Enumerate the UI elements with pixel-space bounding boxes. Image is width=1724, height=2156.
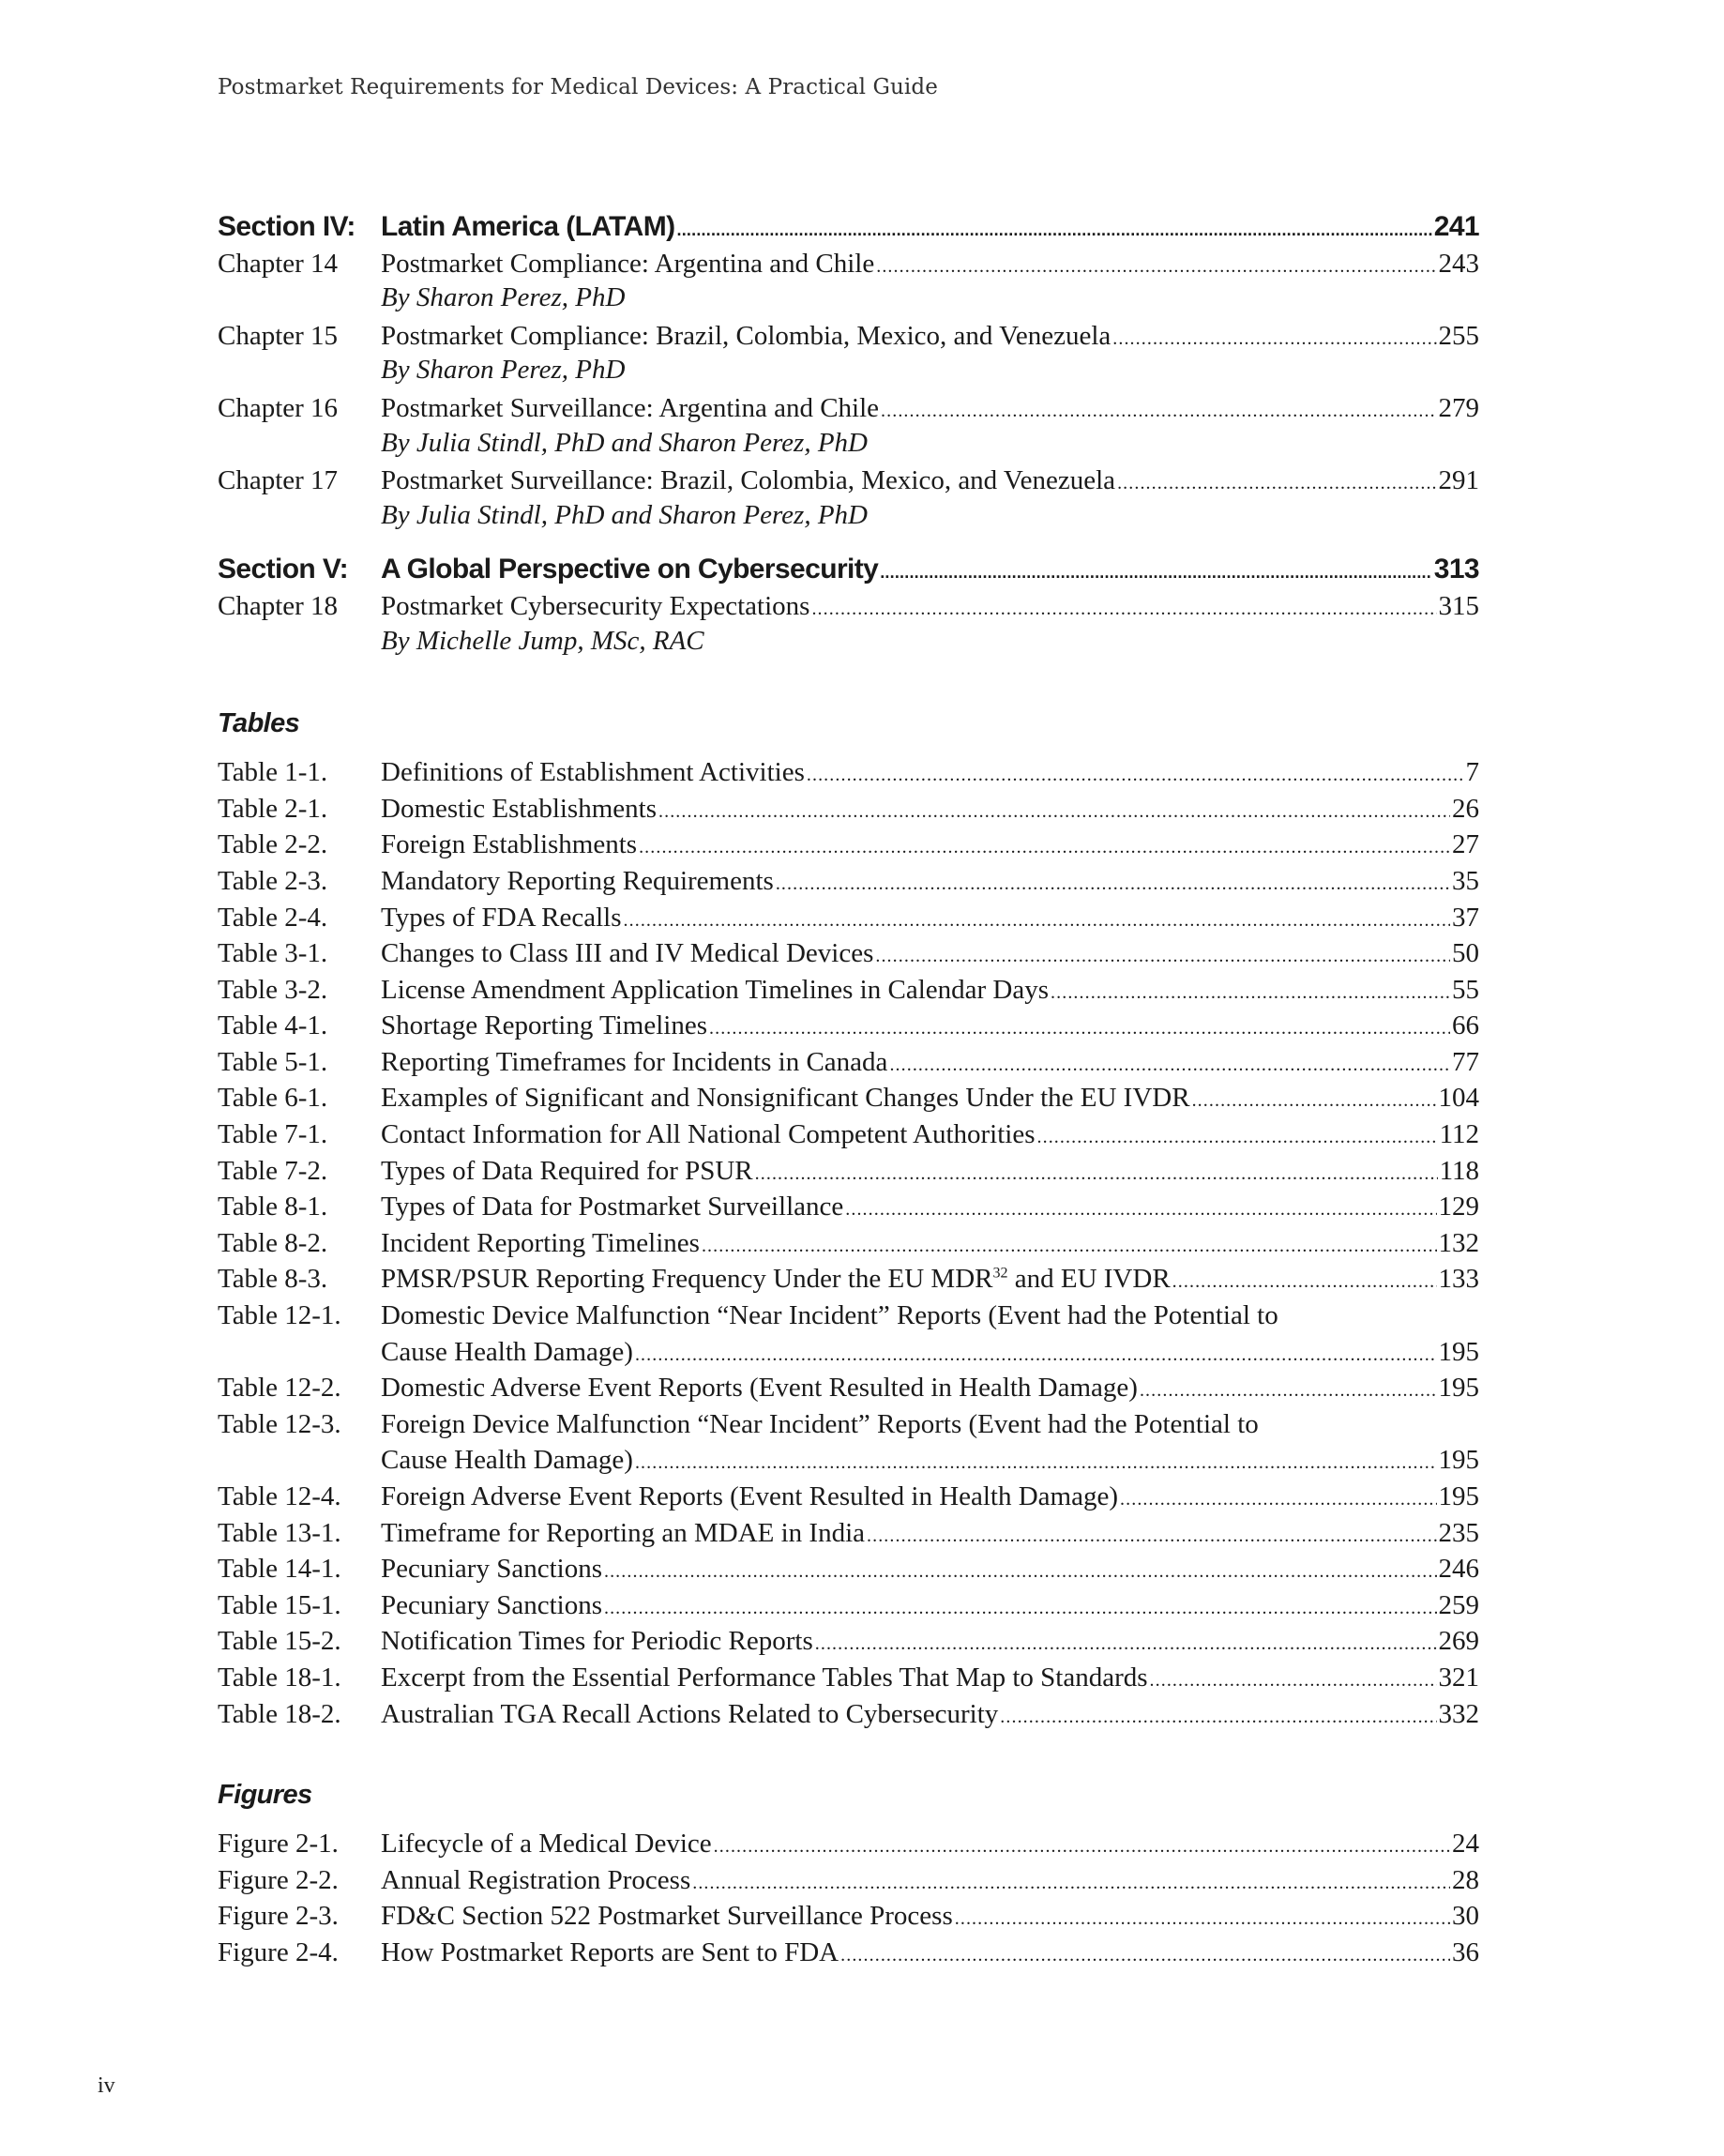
- entry-title-continuation: Cause Health Damage): [381, 1445, 633, 1476]
- toc-table-entry[interactable]: [218, 1479, 1479, 1515]
- entry-title-text: Types of FDA Recalls: [381, 902, 622, 933]
- entry-title: [381, 1826, 712, 1862]
- entry-label: Table 12-1.: [218, 1300, 341, 1331]
- page-number: 132: [1438, 1227, 1479, 1258]
- figures-list: [218, 1826, 1479, 1970]
- entry-title-text: Pecuniary Sanctions: [381, 1589, 602, 1620]
- page-number: 55: [1452, 974, 1479, 1005]
- entry-title: [381, 1479, 1118, 1515]
- dot-leader: [658, 794, 1450, 830]
- entry-title-text: License Amendment Application Timelines in Calendar Days: [381, 974, 1050, 1005]
- page-number: 321: [1438, 1662, 1479, 1693]
- entry-title-text: Lifecycle of a Medical Device: [381, 1829, 712, 1860]
- entry-title-text: PMSR/PSUR Reporting Frequency Under the EU MDR: [381, 1264, 993, 1295]
- toc-table-entry[interactable]: [218, 1660, 1479, 1696]
- entry-title: [381, 935, 873, 972]
- dot-leader: [1140, 1373, 1437, 1409]
- entry-title-text: Reporting Timeframes for Incidents in Canada: [381, 1046, 888, 1077]
- entry-title-text: Australian TGA Recall Actions Related to Cybersecurity: [381, 1698, 999, 1729]
- dot-leader: [635, 1337, 1437, 1374]
- toc-table-entry[interactable]: [218, 863, 1479, 900]
- entry-title: [381, 1153, 753, 1190]
- entry-label: Table 8-3.: [218, 1264, 328, 1295]
- entry-title-text: Types of Data Required for PSUR: [381, 1155, 753, 1186]
- dot-leader: [867, 1518, 1437, 1555]
- entry-label: Table 15-2.: [218, 1626, 341, 1657]
- entry-title-text: Foreign Adverse Event Reports (Event Resulted in Health Damage): [381, 1481, 1119, 1511]
- toc-figure-entry[interactable]: [218, 1935, 1479, 1971]
- toc-table-entry[interactable]: [218, 1225, 1479, 1262]
- toc-table-entry[interactable]: [218, 1261, 1479, 1298]
- toc-table-entry-continuation[interactable]: [218, 1334, 1479, 1371]
- entry-label: Table 5-1.: [218, 1046, 328, 1077]
- toc-table-entry[interactable]: [218, 1623, 1479, 1660]
- chapter-byline: By Michelle Jump, MSc, RAC: [381, 625, 704, 656]
- toc-table-entry[interactable]: [218, 791, 1479, 827]
- entry-label: Table 12-3.: [218, 1408, 341, 1439]
- dot-leader: [1172, 1264, 1437, 1300]
- chapter-byline: By Sharon Perez, PhD: [381, 355, 626, 386]
- entry-title-text: Definitions of Establishment Activities: [381, 757, 805, 788]
- toc-table-entry[interactable]: [218, 1044, 1479, 1081]
- entry-title-continuation: Cause Health Damage): [381, 1336, 633, 1367]
- dot-leader: [709, 1010, 1450, 1047]
- toc-figure-entry[interactable]: [218, 1862, 1479, 1899]
- dot-leader: [811, 591, 1436, 628]
- page-number: 255: [1438, 320, 1479, 351]
- entry-title-text: Timeframe for Reporting an MDAE in India: [381, 1517, 865, 1548]
- entry-label: Table 2-2.: [218, 829, 328, 860]
- entry-label: Table 8-2.: [218, 1227, 328, 1258]
- chapter-byline: By Sharon Perez, PhD: [381, 282, 626, 313]
- chapter-byline: By Julia Stindl, PhD and Sharon Perez, PhD: [381, 499, 868, 530]
- entry-title: Domestic Device Malfunction “Near Incident” Reports (Event had the Potential to: [381, 1300, 1278, 1331]
- table-of-contents: [218, 209, 1479, 1971]
- section-title: A Global Perspective on Cybersecurity: [381, 554, 879, 585]
- entry-label: Table 14-1.: [218, 1554, 341, 1585]
- tables-heading: Tables: [218, 708, 300, 739]
- toc-chapter-entry[interactable]: [218, 246, 1479, 282]
- page-number: 50: [1452, 938, 1479, 969]
- page-number: 195: [1438, 1373, 1479, 1404]
- entry-title: Foreign Device Malfunction “Near Incident” Reports (Event had the Potential to: [381, 1408, 1259, 1439]
- tables-list: [218, 754, 1479, 1732]
- toc-table-entry[interactable]: [218, 1696, 1479, 1733]
- page-number: 195: [1438, 1445, 1479, 1476]
- dot-leader: [604, 1554, 1437, 1590]
- entry-title: [381, 1370, 1138, 1406]
- entry-label: Table 3-2.: [218, 974, 328, 1005]
- dot-leader: [692, 1865, 1450, 1902]
- page-number: 246: [1438, 1554, 1479, 1585]
- toc-figure-entry[interactable]: [218, 1898, 1479, 1935]
- page-number: 313: [1433, 554, 1479, 585]
- entry-title-text: Annual Registration Process: [381, 1864, 691, 1895]
- dot-leader: [881, 393, 1436, 430]
- chapter-label: Chapter 15: [218, 320, 339, 351]
- figures-heading: Figures: [218, 1780, 312, 1811]
- page-number: 259: [1438, 1589, 1479, 1620]
- section-title: Latin America (LATAM): [381, 211, 675, 242]
- page-number: 235: [1438, 1517, 1479, 1548]
- entry-label: Table 7-1.: [218, 1119, 328, 1150]
- page-number: 291: [1438, 465, 1479, 496]
- entry-label: Table 15-1.: [218, 1589, 341, 1620]
- chapter-byline: By Julia Stindl, PhD and Sharon Perez, PhD: [381, 427, 868, 458]
- page-number: 112: [1439, 1119, 1479, 1150]
- entry-label: Table 2-4.: [218, 902, 328, 933]
- entry-title: [381, 1225, 700, 1262]
- toc-table-entry[interactable]: [218, 827, 1479, 863]
- entry-title-text: Contact Information for All National Competent Authorities: [381, 1119, 1036, 1150]
- entry-title-text: Examples of Significant and Nonsignificant Changes Under the EU IVDR: [381, 1083, 1190, 1114]
- page-number: 279: [1438, 392, 1479, 423]
- page-number: 133: [1438, 1264, 1479, 1295]
- page-number: 30: [1452, 1901, 1479, 1932]
- entry-title-text: Domestic Adverse Event Reports (Event Resulted in Health Damage): [381, 1373, 1138, 1404]
- page-number: 243: [1438, 248, 1479, 279]
- entry-title: [381, 863, 774, 900]
- toc-table-entry[interactable]: [218, 900, 1479, 936]
- dot-leader: [714, 1829, 1450, 1865]
- page-folio: iv: [98, 2073, 115, 2098]
- entry-title-text: Domestic Establishments: [381, 793, 657, 824]
- entry-title: [381, 1261, 1171, 1298]
- entry-title: [381, 1898, 953, 1935]
- page-number: 269: [1438, 1626, 1479, 1657]
- page-number: 315: [1438, 590, 1479, 621]
- toc-table-entry[interactable]: [218, 1153, 1479, 1190]
- page-number: 7: [1465, 757, 1479, 788]
- page-number: 26: [1452, 793, 1479, 824]
- chapter-title: Postmarket Surveillance: Brazil, Colombia, Mexico, and Venezuela: [381, 465, 1116, 496]
- dot-leader: [889, 1047, 1450, 1084]
- entry-label: Figure 2-4.: [218, 1936, 339, 1967]
- entry-label: Table 3-1.: [218, 938, 328, 969]
- section-label: Section IV:: [218, 211, 355, 242]
- chapter-label: Chapter 14: [218, 248, 339, 279]
- entry-label: Table 18-2.: [218, 1698, 341, 1729]
- toc-table-entry[interactable]: [218, 754, 1479, 791]
- chapter-label: Chapter 18: [218, 590, 339, 621]
- toc-chapter-entry[interactable]: [218, 318, 1479, 355]
- toc-table-entry[interactable]: [218, 1515, 1479, 1552]
- entry-title: [381, 1189, 843, 1225]
- toc-table-entry[interactable]: [218, 1116, 1479, 1153]
- section-label: Section V:: [218, 554, 349, 585]
- entry-title-text: Incident Reporting Timelines: [381, 1227, 700, 1258]
- dot-leader: [755, 1156, 1438, 1192]
- entry-title: [381, 1008, 707, 1044]
- chapter-title: Postmarket Surveillance: Argentina and Chile: [381, 392, 880, 423]
- dot-leader: [702, 1228, 1437, 1265]
- dot-leader: [604, 1590, 1437, 1627]
- chapter-title: Postmarket Compliance: Brazil, Colombia, Mexico, and Venezuela: [381, 320, 1112, 351]
- dot-leader: [1192, 1083, 1437, 1119]
- entry-label: Table 2-1.: [218, 793, 328, 824]
- dot-leader: [776, 866, 1450, 903]
- dot-leader: [1051, 975, 1450, 1011]
- running-header: Postmarket Requirements for Medical Devices: A Practical Guide: [218, 75, 938, 99]
- entry-label: Figure 2-3.: [218, 1901, 339, 1932]
- spacer: [218, 535, 1479, 552]
- page-number: 77: [1452, 1046, 1479, 1077]
- toc-chapter-entry[interactable]: [218, 588, 1479, 625]
- footnote-ref: 32: [992, 1265, 1008, 1282]
- entry-label: Table 12-2.: [218, 1373, 341, 1404]
- dot-leader: [807, 757, 1464, 794]
- toc-table-entry[interactable]: [218, 1298, 1479, 1334]
- page-number: 332: [1438, 1698, 1479, 1729]
- page-number: 66: [1452, 1010, 1479, 1041]
- page-number: 129: [1438, 1192, 1479, 1222]
- page-number: 104: [1438, 1083, 1479, 1114]
- entry-label: Table 13-1.: [218, 1517, 341, 1548]
- entry-title: [381, 1116, 1036, 1153]
- entry-title-text: Mandatory Reporting Requirements: [381, 865, 774, 896]
- dot-leader: [624, 903, 1450, 939]
- toc-table-entry[interactable]: [218, 1189, 1479, 1225]
- page-number: 195: [1438, 1481, 1479, 1511]
- page-number: 195: [1438, 1336, 1479, 1367]
- toc-figure-entry[interactable]: [218, 1826, 1479, 1862]
- entry-title: [381, 1044, 887, 1081]
- chapter-label: Chapter 17: [218, 465, 339, 496]
- entry-title-text: Types of Data for Postmarket Surveillance: [381, 1192, 844, 1222]
- toc-table-entry[interactable]: [218, 935, 1479, 972]
- page-number: 241: [1433, 211, 1479, 242]
- toc-section-entry[interactable]: [218, 552, 1479, 588]
- entry-label: Table 2-3.: [218, 865, 328, 896]
- entry-title: [381, 791, 657, 827]
- dot-leader: [845, 1192, 1436, 1228]
- dot-leader: [635, 1445, 1437, 1481]
- entry-label: Figure 2-2.: [218, 1864, 339, 1895]
- toc-table-entry[interactable]: [218, 972, 1479, 1009]
- entry-title: [381, 1623, 813, 1660]
- entry-label: Table 1-1.: [218, 757, 328, 788]
- entry-label: Table 4-1.: [218, 1010, 328, 1041]
- toc-section-entry[interactable]: [218, 209, 1479, 246]
- toc-table-entry[interactable]: [218, 1370, 1479, 1406]
- toc-table-entry[interactable]: [218, 1551, 1479, 1587]
- toc-table-entry-continuation[interactable]: [218, 1442, 1479, 1479]
- dot-leader: [677, 212, 1432, 249]
- toc-table-entry[interactable]: [218, 1080, 1479, 1116]
- toc-chapter-entry[interactable]: [218, 390, 1479, 427]
- dot-leader: [876, 249, 1436, 285]
- spacer: [218, 1732, 1479, 1771]
- dot-leader: [880, 554, 1432, 591]
- page-number: 28: [1452, 1864, 1479, 1895]
- entry-title: [381, 1587, 602, 1624]
- page-number: 37: [1452, 902, 1479, 933]
- entry-title: [381, 1515, 865, 1552]
- entry-title-text: Foreign Establishments: [381, 829, 638, 860]
- entry-title-text: Shortage Reporting Timelines: [381, 1010, 707, 1041]
- entry-title: [381, 1696, 998, 1733]
- entry-title-text: Changes to Class III and IV Medical Devices: [381, 938, 874, 969]
- page-number: 36: [1452, 1936, 1479, 1967]
- entry-title-text-after: and EU IVDR: [1007, 1264, 1171, 1295]
- chapter-title: Postmarket Compliance: Argentina and Chile: [381, 248, 875, 279]
- entry-label: Figure 2-1.: [218, 1829, 339, 1860]
- entry-title: [381, 1080, 1190, 1116]
- entry-title-text: Notification Times for Periodic Reports: [381, 1626, 813, 1657]
- entry-title: [381, 1551, 602, 1587]
- spacer: [218, 660, 1479, 700]
- page-number: 118: [1439, 1155, 1479, 1186]
- entry-title: [381, 972, 1049, 1009]
- entry-label: Table 18-1.: [218, 1662, 341, 1693]
- page-number: 27: [1452, 829, 1479, 860]
- entry-title-text: How Postmarket Reports are Sent to FDA: [381, 1936, 839, 1967]
- toc-table-entry[interactable]: [218, 1587, 1479, 1624]
- dot-leader: [1112, 321, 1436, 357]
- toc-table-entry[interactable]: [218, 1008, 1479, 1044]
- entry-title-text: Excerpt from the Essential Performance Tables That Map to Standards: [381, 1662, 1148, 1693]
- page-number: 35: [1452, 865, 1479, 896]
- dot-leader: [1037, 1119, 1438, 1156]
- dot-leader: [639, 829, 1450, 866]
- dot-leader: [1000, 1699, 1436, 1736]
- dot-leader: [875, 938, 1450, 975]
- entry-label: Table 8-1.: [218, 1192, 328, 1222]
- dot-leader: [1120, 1481, 1436, 1518]
- chapter-label: Chapter 16: [218, 392, 339, 423]
- entry-label: Table 7-2.: [218, 1155, 328, 1186]
- dot-leader: [815, 1626, 1437, 1663]
- entry-title-text: FD&C Section 522 Postmarket Surveillance Process: [381, 1901, 953, 1932]
- entry-title: [381, 900, 622, 936]
- toc-chapter-entry[interactable]: [218, 463, 1479, 499]
- dot-leader: [840, 1937, 1450, 1974]
- page-number: 24: [1452, 1829, 1479, 1860]
- entry-title: [381, 1660, 1148, 1696]
- entry-title: [381, 1862, 690, 1899]
- entry-title-text: Pecuniary Sanctions: [381, 1554, 602, 1585]
- entry-title: [381, 827, 637, 863]
- entry-title: [381, 1935, 839, 1971]
- entry-label: Table 12-4.: [218, 1481, 341, 1511]
- dot-leader: [1117, 465, 1436, 502]
- dot-leader: [1150, 1663, 1437, 1699]
- toc-table-entry[interactable]: [218, 1406, 1479, 1443]
- entry-label: Table 6-1.: [218, 1083, 328, 1114]
- dot-leader: [955, 1901, 1450, 1937]
- entry-title: [381, 754, 805, 791]
- chapter-title: Postmarket Cybersecurity Expectations: [381, 590, 810, 621]
